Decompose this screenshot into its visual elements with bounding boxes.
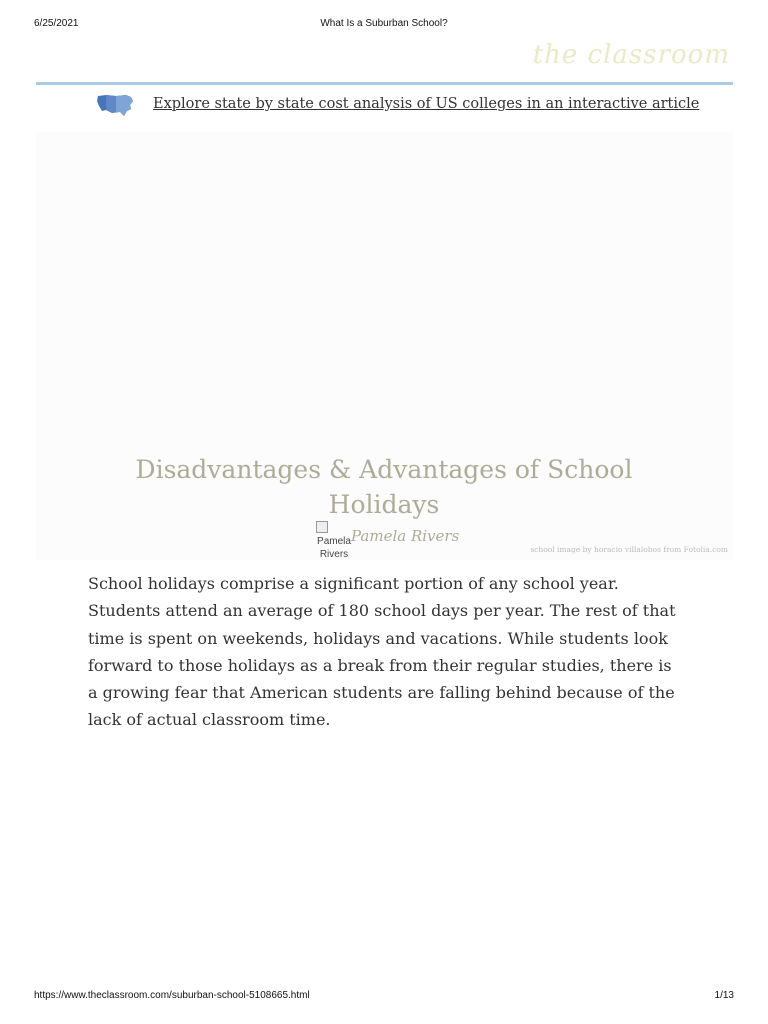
page-number: 1/13 — [714, 990, 734, 1001]
print-footer — [34, 990, 734, 1004]
header-divider — [36, 82, 733, 85]
promo-banner[interactable] — [96, 90, 700, 120]
site-logo[interactable]: the classroom — [532, 40, 730, 70]
promo-link[interactable]: Explore state by state cost analysis of US colleges in an interactive article — [153, 96, 700, 112]
print-header — [34, 18, 734, 32]
broken-image-icon — [316, 521, 328, 533]
print-date: 6/25/2021 — [34, 18, 79, 29]
author-avatar-alt: Pamela Rivers — [317, 536, 351, 560]
author-avatar — [314, 521, 354, 561]
article-paragraph: School holidays comprise a significant portion of any school year. Students attend an average of 180 school days per year. The rest of that time is spent on weekends, holidays and vacations. While students look forward to those holidays as a break from their regular studies, there is a growing fear that American students are falling behind because of the lack of actual classroom time. — [88, 574, 676, 730]
print-url: https://www.theclassroom.com/suburban-school-5108665.html — [34, 990, 310, 1001]
author-link[interactable]: Pamela Rivers — [351, 527, 460, 545]
article-title: Disadvantages & Advantages of School Holidays — [135, 455, 633, 519]
us-map-icon — [96, 92, 134, 118]
image-credit: school image by horacio villalobos from Fotolia.com — [530, 545, 728, 554]
print-page-title: What Is a Suburban School? — [320, 18, 448, 29]
